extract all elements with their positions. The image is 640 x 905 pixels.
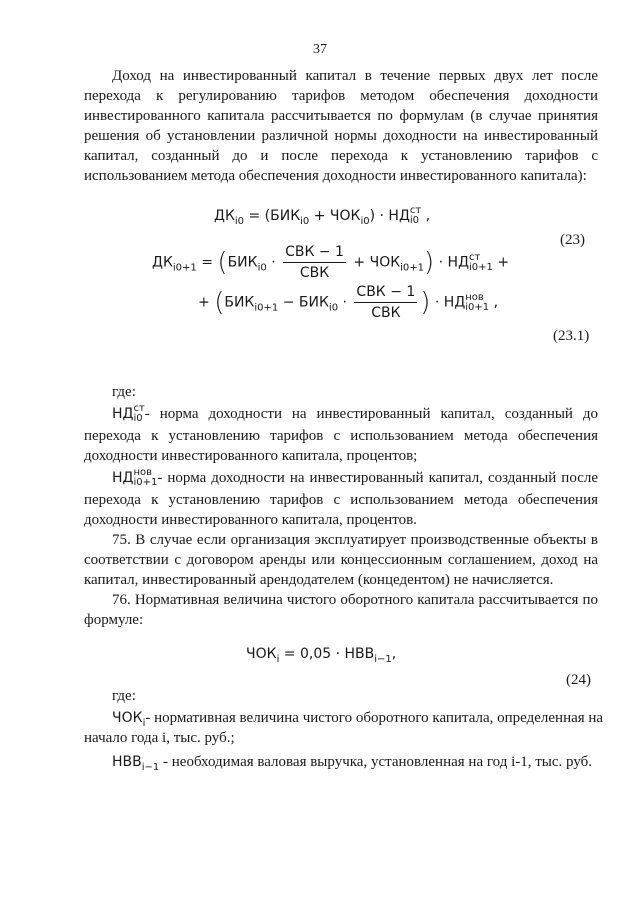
intro-line-5: капитал, созданный до и после перехода к установлению тарифов с (84, 148, 598, 164)
nvv-def-text: - необходимая валовая выручка, установленная на год i-1, тыс. руб. (163, 754, 593, 770)
where-label-1: где: (112, 384, 136, 400)
intro-line-4: решения об установлении различной нормы доходности на инвестированный (84, 128, 598, 144)
formula-23-1-line-1: $ДК_{i0+1} = (БИК_{i0}$ · $\frac{\text{СВК − 1}}{\text{СВК}}$ + $ЧОК_{i0+1}$) · НД ст i0+1 + (152, 244, 510, 281)
nd-st-def-text: - норма доходности на инвестированный капитал, созданный до (144, 406, 598, 422)
nd-st-def-line-2: перехода к установлению тарифов с использованием метода обеспечения (84, 428, 598, 444)
p75-line-2: соответствии с договором аренды или концессионным соглашением, доход на (84, 552, 598, 568)
intro-line-1: Доход на инвестированный капитал в течение первых двух лет после (112, 68, 598, 84)
p75-line-3: капитал, инвестированный арендодателем (концедентом) не начисляется. (84, 572, 554, 588)
nd-nov-def-line-2: перехода к установлению тарифов с использованием метода обеспечения (84, 492, 598, 508)
nd-nov-def-text: - норма доходности на инвестированный капитал, созданный после (157, 470, 598, 486)
equation-number-23: (23) (560, 232, 585, 248)
intro-line-3: инвестированного капитала рассчитывается по формулам (в случае принятия (84, 108, 598, 124)
nd-nov-def-line-1 (112, 468, 598, 488)
page-number: 37 (313, 42, 327, 57)
chok-def-line-2: начало года i, тыс. руб.; (84, 730, 235, 746)
p76-line-1: 76. Нормативная величина чистого оборотного капитала рассчитывается по (112, 592, 598, 608)
nvv-symbol: $НВВ_{i-1}$ (112, 754, 160, 773)
nd-st-def-line-1 (112, 404, 598, 424)
nd-nov-symbol: НД нов i0+1 (112, 467, 158, 488)
nd-st-symbol: НД ст i0 (112, 403, 145, 424)
where-label-2: где: (112, 688, 136, 704)
formula-23-1-line-2: + ($БИК_{i0+1} - БИК_{i0}$ · $\frac{\text{СВК − 1}}{\text{СВК}}$ ) · НД нов i0+1 , (198, 284, 499, 321)
formula-23: $ДК_{i0} = (БИК_{i0} + ЧОК_{i0})$ · НД ст i0 , (214, 205, 431, 227)
intro-line-6: использованием метода обеспечения доходности инвестированного капитала): (84, 168, 587, 184)
nd-st-def-line-3: доходности инвестированного капитала, процентов; (84, 448, 418, 464)
equation-number-23-1: (23.1) (553, 328, 590, 344)
intro-line-2: перехода к регулированию тарифов методом обеспечения доходности (84, 88, 598, 104)
chok-symbol: $ЧОК_i$ (112, 710, 146, 729)
p75-line-1: 75. В случае если организация эксплуатирует производственные объекты в (112, 532, 598, 548)
chok-def-text: - нормативная величина чистого оборотного капитала, определенная на (145, 710, 604, 726)
p76-line-2: формуле: (84, 612, 144, 628)
nd-nov-def-line-3: доходности инвестированного капитала, процентов. (84, 512, 417, 528)
formula-24: $ЧОК_i = 0,05 \cdot НВВ_{i-1}$, (246, 646, 397, 665)
equation-number-24: (24) (566, 672, 591, 688)
nvv-def-line-1 (112, 752, 592, 778)
